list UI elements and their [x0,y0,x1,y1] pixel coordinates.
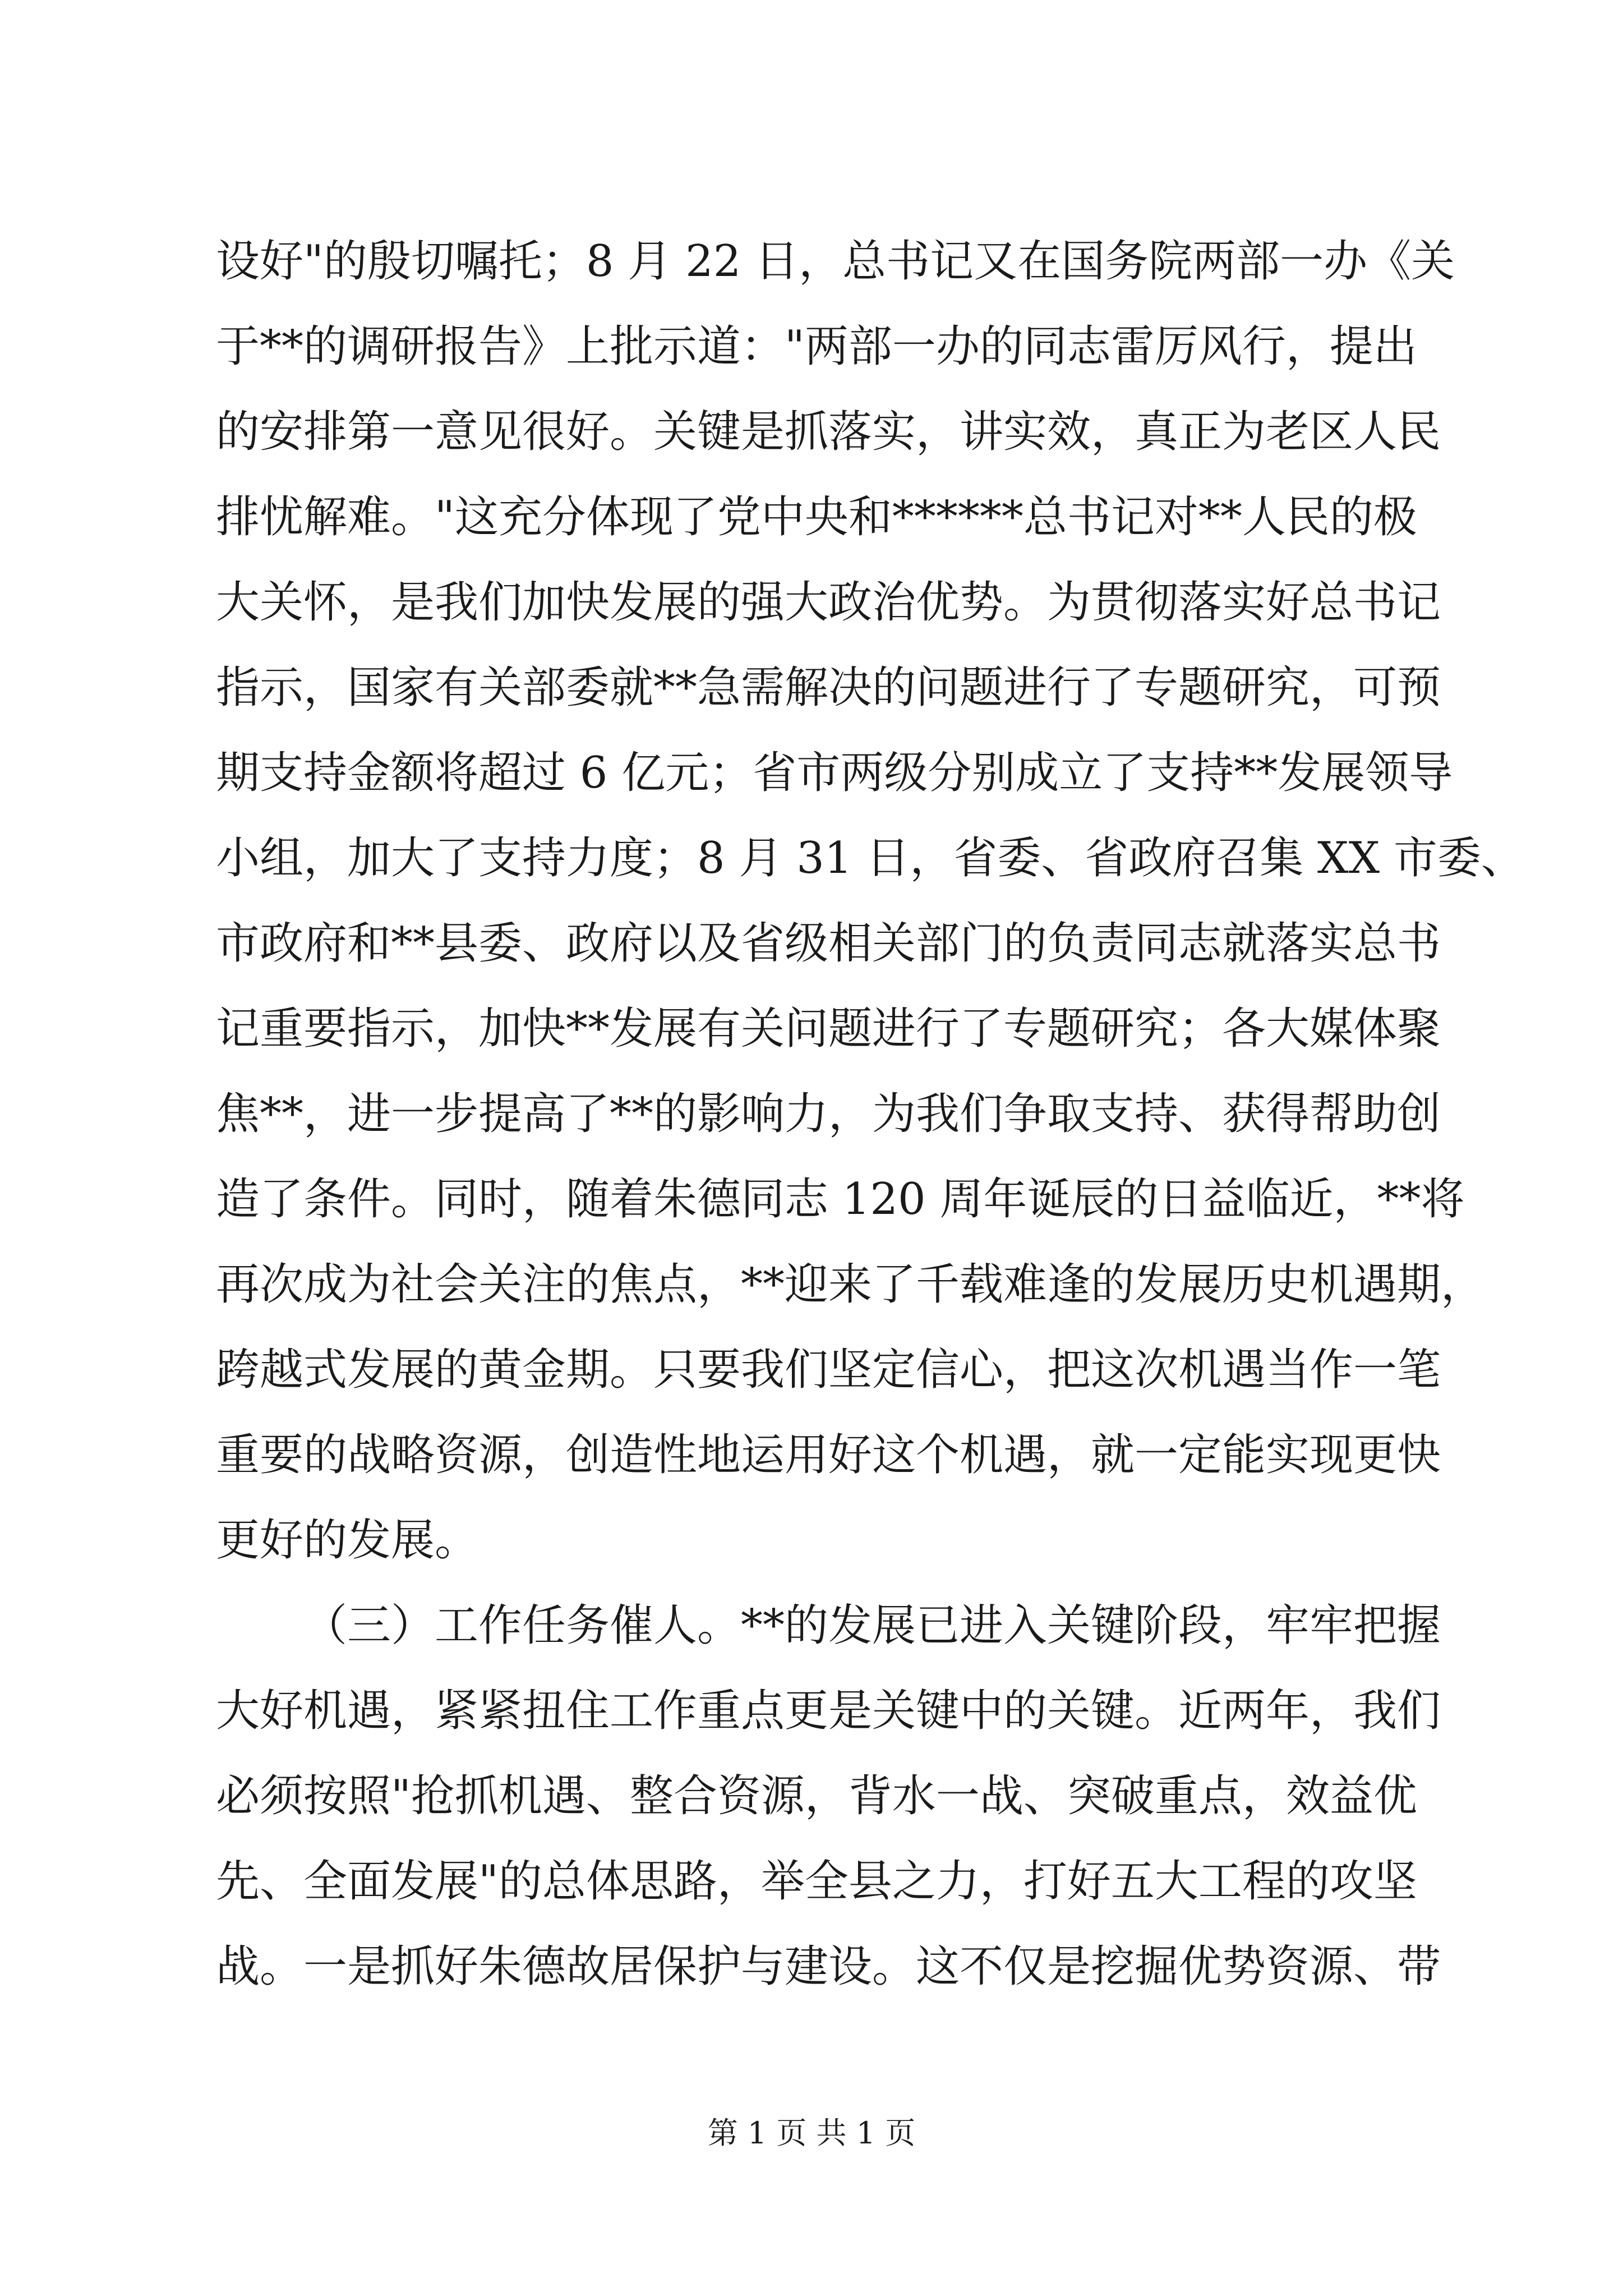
text-line: 战。一是抓好朱德故居保护与建设。这不仅是挖掘优势资源、带 [216,1941,1441,1992]
text-line: 于**的调研报告》上批示道："两部一办的同志雷厉风行，提出 [216,321,1417,372]
text-line: 更好的发展。 [216,1515,479,1566]
paragraph-2 [216,1583,1441,2009]
text-line: 大好机遇，紧紧扭住工作重点更是关键中的关键。近两年，我们 [216,1686,1441,1736]
text-line: 排忧解难。"这充分体现了党中央和******总书记对**人民的极 [216,492,1417,542]
text-line: 大关怀，是我们加快发展的强大政治优势。为贯彻落实好总书记 [216,577,1441,628]
text-line: 先、全面发展"的总体思路，举全县之力，打好五大工程的攻坚 [216,1856,1417,1907]
paragraph-1 [216,219,1525,1583]
body-text [216,219,1525,2009]
text-line: （三）工作任务催人。**的发展已进入关键阶段，牢牢把握 [303,1600,1441,1651]
text-line: 跨越式发展的黄金期。只要我们坚定信心，把这次机遇当作一笔 [216,1345,1441,1395]
page-footer [0,2114,1623,2153]
text-line: 焦**，进一步提高了**的影响力，为我们争取支持、获得帮助创 [216,1089,1441,1139]
text-line: 市政府和**县委、政府以及省级相关部门的负责同志就落实总书 [216,918,1441,969]
text-line: 再次成为社会关注的焦点，**迎来了千载难逢的发展历史机遇期， [216,1259,1485,1310]
text-line: 的安排第一意见很好。关键是抓落实，讲实效，真正为老区人民 [216,407,1441,457]
text-line: 指示，国家有关部委就**急需解决的问题进行了专题研究，可预 [216,662,1441,713]
text-line: 设好"的殷切嘱托；8 月 22 日，总书记又在国务院两部一办《关 [216,236,1455,287]
text-line: 重要的战略资源，创造性地运用好这个机遇，就一定能实现更快 [216,1430,1441,1480]
text-line: 期支持金额将超过 6 亿元；省市两级分别成立了支持**发展领导 [216,748,1453,798]
text-line: 小组，加大了支持力度；8 月 31 日，省委、省政府召集 XX 市委、 [216,833,1525,884]
text-line: 必须按照"抢抓机遇、整合资源，背水一战、突破重点，效益优 [216,1771,1417,1821]
text-line: 记重要指示，加快**发展有关问题进行了专题研究；各大媒体聚 [216,1004,1441,1054]
page-number-label: 第 1 页 共 1 页 [707,2115,916,2151]
text-line: 造了条件。同时，随着朱德同志 120 周年诞辰的日益临近，**将 [216,1174,1465,1225]
